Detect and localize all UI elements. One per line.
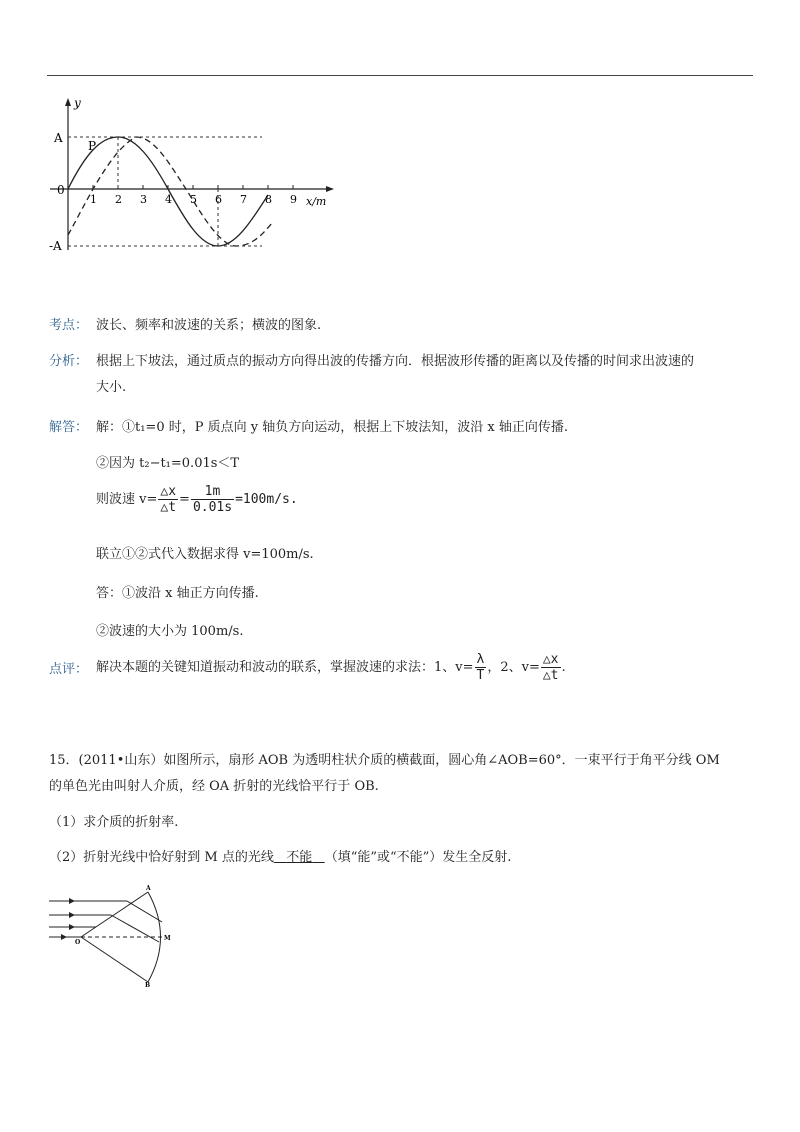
jieda-line5: 答：①波沿 x 轴正方向传播. bbox=[96, 586, 259, 601]
delta-x-over-delta-t bbox=[158, 484, 178, 515]
jieda-velocity-equation bbox=[96, 484, 298, 515]
fraction-numerator: △x bbox=[160, 484, 177, 499]
jieda-line6: ②波速的大小为 100m/s. bbox=[96, 624, 244, 639]
fenxi-line2: 大小. bbox=[96, 380, 127, 395]
kaodian-section bbox=[49, 314, 88, 333]
q15-part2-answer: 不能 bbox=[286, 850, 313, 865]
velocity-prefix: 则波速 v= bbox=[96, 492, 158, 507]
point-a-label: A bbox=[146, 885, 151, 892]
dianping-mid: ，2、v= bbox=[487, 660, 540, 675]
q15-line1: 15．(2011•山东）如图所示，扇形 AOB 为透明柱状介质的横截面，圆心角∠AOB=60°．一束平行于角平分线 OM bbox=[49, 753, 720, 768]
x-tick-7: 7 bbox=[240, 193, 247, 206]
x-tick-8: 8 bbox=[265, 193, 272, 206]
equals-sign: = bbox=[179, 492, 190, 507]
delta-x-over-delta-t bbox=[541, 652, 561, 683]
x-tick-3: 3 bbox=[140, 193, 147, 206]
x-tick-5: 5 bbox=[190, 193, 197, 206]
jieda-line2: ②因为 t₂−t₁=0.01s＜T bbox=[96, 456, 240, 471]
x-tick-9: 9 bbox=[290, 193, 297, 206]
one-m-over-time bbox=[191, 484, 234, 515]
y-axis-label: y bbox=[74, 96, 81, 110]
x-tick-1: 1 bbox=[90, 193, 97, 206]
fraction-denominator: △t bbox=[160, 500, 177, 515]
negative-amplitude-label: -A bbox=[49, 239, 62, 253]
fraction-denominator: 0.01s bbox=[192, 500, 233, 515]
q15-part1: （1）求介质的折射率. bbox=[49, 815, 179, 830]
x-tick-2: 2 bbox=[115, 193, 122, 206]
fenxi-label: 分析： bbox=[49, 354, 89, 369]
point-o-label: O bbox=[75, 939, 81, 946]
point-p-label: P bbox=[88, 139, 97, 153]
lambda-over-t bbox=[475, 652, 487, 683]
q15-line2: 的单色光由叫射人介质，经 OA 折射的光线恰平行于 OB. bbox=[49, 779, 379, 794]
x-tick-6: 6 bbox=[215, 193, 222, 206]
fraction-numerator: λ bbox=[476, 652, 485, 667]
jieda-label: 解答： bbox=[49, 420, 89, 435]
dianping-label: 点评： bbox=[49, 662, 89, 677]
kaodian-label: 考点： bbox=[49, 318, 89, 333]
point-m-label: M bbox=[164, 935, 171, 942]
q15-part2 bbox=[49, 846, 511, 865]
point-b-label: B bbox=[145, 982, 151, 987]
sector-diagram bbox=[45, 882, 185, 987]
x-tick-4: 4 bbox=[165, 193, 172, 206]
velocity-result: =100m/s. bbox=[235, 492, 298, 507]
amplitude-label: A bbox=[54, 131, 63, 145]
jieda-line4: 联立①②式代入数据求得 v=100m/s. bbox=[96, 547, 314, 562]
q15-part2-prefix: （2）折射光线中恰好射到 M 点的光线 bbox=[49, 850, 274, 865]
origin-label: 0 bbox=[57, 183, 65, 197]
wave-graph bbox=[40, 95, 350, 260]
header-rule bbox=[47, 75, 753, 76]
q15-part2-suffix: （填“能”或“不能”）发生全反射. bbox=[324, 850, 512, 865]
kaodian-text: 波长、频率和波速的关系；横波的图象. bbox=[96, 318, 322, 333]
fenxi-line1: 根据上下坡法，通过质点的振动方向得出波的传播方向．根据波形传播的距离以及传播的时间求出波速的 bbox=[96, 354, 695, 369]
fraction-denominator: △t bbox=[542, 668, 559, 683]
dianping-text bbox=[96, 652, 566, 683]
fraction-numerator: △x bbox=[542, 652, 559, 667]
dianping-prefix: 解决本题的关键知道振动和波动的联系，掌握波速的求法：1、v= bbox=[96, 660, 474, 675]
jieda-line1: 解：①t₁=0 时，P 质点向 y 轴负方向运动，根据上下坡法知，波沿 x 轴正向传播. bbox=[96, 420, 568, 435]
solid-wave-curve bbox=[68, 137, 268, 246]
fraction-denominator: T bbox=[476, 668, 485, 683]
fraction-numerator: 1m bbox=[191, 484, 234, 500]
x-axis-label: x/m bbox=[306, 195, 327, 208]
dianping-end: . bbox=[561, 660, 566, 675]
